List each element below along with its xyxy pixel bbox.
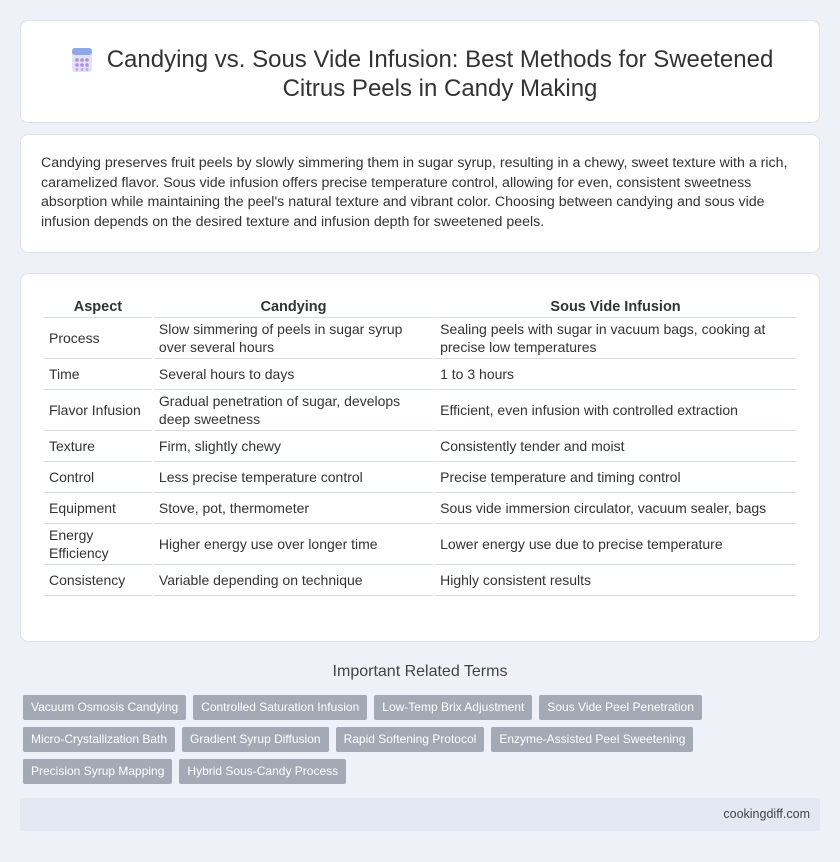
cell-aspect: Energy Efficiency <box>44 524 152 565</box>
table-row <box>44 462 796 493</box>
cell-sous-vide: Efficient, even infusion with controlled extraction <box>435 390 796 431</box>
cell-sous-vide: Sous vide immersion circulator, vacuum sealer, bags <box>435 493 796 524</box>
comparison-table <box>42 296 798 596</box>
cell-aspect: Flavor Infusion <box>44 390 152 431</box>
table-row <box>44 359 796 390</box>
cell-aspect: Consistency <box>44 565 152 596</box>
related-term-tag[interactable]: Gradient Syrup Diffusion <box>182 727 329 752</box>
table-header-row <box>44 296 796 318</box>
cell-aspect: Process <box>44 318 152 359</box>
cell-sous-vide: Lower energy use due to precise temperature <box>435 524 796 565</box>
related-term-tag[interactable]: Low-Temp Brix Adjustment <box>374 695 532 720</box>
related-term-tag[interactable]: Hybrid Sous-Candy Process <box>179 759 346 784</box>
related-terms-list <box>23 695 803 791</box>
header-card <box>20 20 820 123</box>
cell-sous-vide: Consistently tender and moist <box>435 431 796 462</box>
cell-sous-vide: 1 to 3 hours <box>435 359 796 390</box>
table-row <box>44 493 796 524</box>
page-title: Candying vs. Sous Vide Infusion: Best Methods for Sweetened Citrus Peels in Candy Making <box>106 46 774 102</box>
header-candying: Candying <box>154 296 433 318</box>
cell-candying: Several hours to days <box>154 359 433 390</box>
table-row <box>44 431 796 462</box>
cell-candying: Higher energy use over longer time <box>154 524 433 565</box>
cell-sous-vide: Precise temperature and timing control <box>435 462 796 493</box>
intro-card <box>20 134 820 253</box>
intro-paragraph: Candying preserves fruit peels by slowly simmering them in sugar syrup, resulting in a chewy, sweet texture with a rich, caramelized flavor. Sous vide infusion offers precise temperature control, allowing for even, consistent sweetness absorption while maintaining the peel's natural texture and vibrant color. Choosing between candying and sous vide infusion depends on the desired texture and infusion depth for sweetened peels. <box>41 155 788 230</box>
table-row <box>44 524 796 565</box>
cell-candying: Stove, pot, thermometer <box>154 493 433 524</box>
related-terms-title: Important Related Terms <box>332 663 508 680</box>
cell-candying: Less precise temperature control <box>154 462 433 493</box>
comparison-table-card <box>20 273 820 642</box>
header-sous-vide: Sous Vide Infusion <box>435 296 796 318</box>
table-row <box>44 565 796 596</box>
cell-aspect: Control <box>44 462 152 493</box>
related-term-tag[interactable]: Precision Syrup Mapping <box>23 759 172 784</box>
related-term-tag[interactable]: Rapid Softening Protocol <box>336 727 485 752</box>
cell-aspect: Time <box>44 359 152 390</box>
cell-candying: Slow simmering of peels in sugar syrup over several hours <box>154 318 433 359</box>
related-term-tag[interactable]: Enzyme-Assisted Peel Sweetening <box>491 727 693 752</box>
cell-sous-vide: Sealing peels with sugar in vacuum bags, cooking at precise low temperatures <box>435 318 796 359</box>
cell-candying: Variable depending on technique <box>154 565 433 596</box>
table-row <box>44 390 796 431</box>
footer-domain-link[interactable]: cookingdiff.com <box>723 807 810 821</box>
cell-sous-vide: Highly consistent results <box>435 565 796 596</box>
related-term-tag[interactable]: Micro-Crystallization Bath <box>23 727 175 752</box>
table-row <box>44 318 796 359</box>
footer <box>20 798 820 831</box>
header-aspect: Aspect <box>44 296 152 318</box>
related-term-tag[interactable]: Vacuum Osmosis Candying <box>23 695 186 720</box>
cell-aspect: Texture <box>44 431 152 462</box>
related-term-tag[interactable]: Controlled Saturation Infusion <box>193 695 367 720</box>
related-term-tag[interactable]: Sous Vide Peel Penetration <box>539 695 702 720</box>
cell-candying: Firm, slightly chewy <box>154 431 433 462</box>
cell-candying: Gradual penetration of sugar, develops deep sweetness <box>154 390 433 431</box>
cell-aspect: Equipment <box>44 493 152 524</box>
